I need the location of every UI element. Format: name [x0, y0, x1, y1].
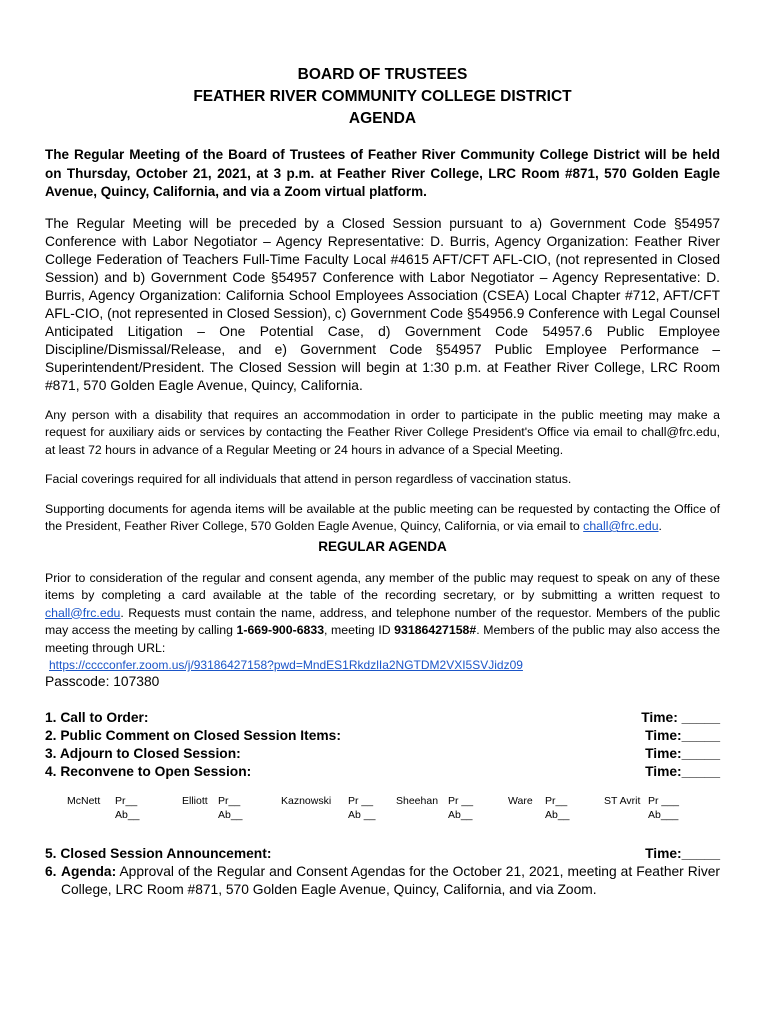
agenda-item-label: 4. Reconvene to Open Session:: [45, 764, 252, 779]
agenda-item-label: 2. Public Comment on Closed Session Items:: [45, 728, 341, 743]
agenda-item-number: 6.: [45, 864, 57, 879]
closed-session-notice: The Regular Meeting will be preceded by a Closed Session pursuant to a) Government Code §54957 Conference with Labor Negotiator – Agency Representative: D. Burris, Agency Organization: Feather River College Federation of Teachers Full-Time Faculty Local #4615 AFT/CFT AFL-CIO, (not represented in Closed Session) and b) Government Code §54957 Conference with Labor Negotiator – Agency Representative: D. Burris, Agency Organization: California School Employees Association (CSEA) Local Chapter #712, AFT/CFT AFL-CIO, (not represented in Closed Session), c) Government Code §54956.9 Conference with Legal Counsel Anticipated Litigation – One Potential Case, d) Government Code 54957.6 Public Employee Discipline/Dismissal/Release, and e) Government Code §54957 Public Employee Performance – Superintendent/President. The Closed Session will begin at 1:30 p.m. at Feather River College, LRC Room #871, 570 Golden Eagle Avenue, Quincy, California.: [45, 215, 720, 393]
agenda-item-time: Time:_____: [645, 764, 720, 779]
supporting-end: .: [658, 519, 662, 533]
agenda-item: [45, 727, 720, 745]
vote-present: Pr ___: [648, 795, 679, 807]
district-heading: FEATHER RIVER COMMUNITY COLLEGE DISTRICT: [193, 88, 572, 105]
email-link[interactable]: chall@frc.edu: [583, 519, 659, 533]
public-comment-text: Prior to consideration of the regular and consent agenda, any member of the public may request to speak on any of these items by completing a card available at the table of the recording secretary, or by submitting a written request to: [45, 570, 720, 602]
regular-agenda-heading: REGULAR AGENDA: [318, 538, 447, 554]
vote-absent: Ab__: [115, 809, 140, 821]
agenda-item-label: 1. Call to Order:: [45, 710, 149, 725]
phone-number: 1-669-900-6833: [236, 623, 325, 637]
passcode: Passcode: 107380: [45, 674, 160, 689]
agenda-item: [45, 745, 720, 763]
trustee-name: ST Avrit: [604, 795, 641, 807]
trustee-name: Sheehan: [396, 795, 439, 807]
trustee-name: Ware: [508, 795, 533, 807]
vote-present: Pr__: [545, 795, 568, 807]
vote-present: Pr __: [448, 795, 474, 807]
agenda-item-time: Time:_____: [645, 728, 720, 743]
public-comment-text-3: , meeting ID: [324, 623, 395, 637]
accommodation-notice: Any person with a disability that requires an accommodation in order to participate in the public meeting may make a request for auxiliary aids or services by contacting the Feather River College President's Office via email to chall@frc.edu, at least 72 hours in advance of a Regular Meeting or 24 hours in advance of a Special Meeting.: [45, 407, 720, 457]
agenda-items: [45, 709, 720, 781]
agenda-item-time: Time:_____: [645, 746, 720, 761]
public-comment-notice: [45, 570, 720, 658]
email-link-2[interactable]: chall@frc.edu: [45, 605, 121, 620]
roll-call-votes: [45, 795, 720, 831]
vote-absent: Ab__: [218, 809, 243, 821]
public-comment-text-2: . Requests must contain the name, address, and telephone number of the requestor. Members of the public may access the meeting by calling: [45, 605, 720, 637]
supporting-documents-notice: [45, 501, 720, 536]
trustee-name: Kaznowski: [281, 795, 332, 807]
meeting-intro: The Regular Meeting of the Board of Trustees of Feather River Community College District will be held on Thursday, October 21, 2021, at 3 p.m. at Feather River College, LRC Room #871, 570 Golden Eagle Avenue, Quincy, California, and via a Zoom virtual platform.: [45, 147, 720, 199]
agenda-item: [45, 845, 720, 863]
trustee-name: McNett: [67, 795, 101, 807]
meeting-id: 93186427158#: [394, 623, 477, 637]
agenda-item: [45, 709, 720, 727]
agenda-item-label: Agenda:: [61, 864, 117, 879]
public-comment-text-4: . Members of the public may also access the meeting through URL:: [45, 623, 720, 655]
board-heading: BOARD OF TRUSTEES: [297, 66, 468, 83]
agenda-item-time: Time:_____: [645, 846, 720, 861]
agenda-item-description: Approval of the Regular and Consent Agendas for the October 21, 2021, meeting at Feather River College, LRC Room #871, 570 Golden Eagle Avenue, Quincy, California, and via Zoom.: [61, 864, 720, 897]
agenda-item: [45, 763, 720, 781]
agenda-items-continued: [45, 845, 720, 899]
agenda-item-label: 3. Adjourn to Closed Session:: [45, 746, 241, 761]
agenda-item-label: 5. Closed Session Announcement:: [45, 846, 272, 861]
vote-absent: Ab __: [348, 809, 376, 821]
vote-absent: Ab__: [545, 809, 570, 821]
trustee-name: Elliott: [182, 795, 208, 807]
supporting-text: Supporting documents for agenda items will be available at the public meeting can be requested by contacting the Office of the President, Feather River College, 570 Golden Eagle Avenue, Quincy, California, or via email to: [45, 501, 720, 533]
agenda-item-text: [61, 863, 720, 899]
vote-present: Pr__: [218, 795, 241, 807]
vote-present: Pr __: [348, 795, 374, 807]
zoom-url-link[interactable]: https://cccconfer.zoom.us/j/93186427158?pwd=MndES1RkdzlIa2NGTDM2VXI5SVJidz09: [49, 658, 523, 672]
vote-absent: Ab__: [448, 809, 473, 821]
vote-absent: Ab___: [648, 809, 679, 821]
agenda-item-time: Time: _____: [641, 710, 720, 725]
facial-covering-notice: Facial coverings required for all individuals that attend in person regardless of vaccination status.: [45, 472, 572, 486]
agenda-document: [45, 64, 720, 899]
agenda-heading: AGENDA: [348, 110, 417, 127]
agenda-item: [45, 863, 720, 899]
vote-present: Pr__: [115, 795, 138, 807]
